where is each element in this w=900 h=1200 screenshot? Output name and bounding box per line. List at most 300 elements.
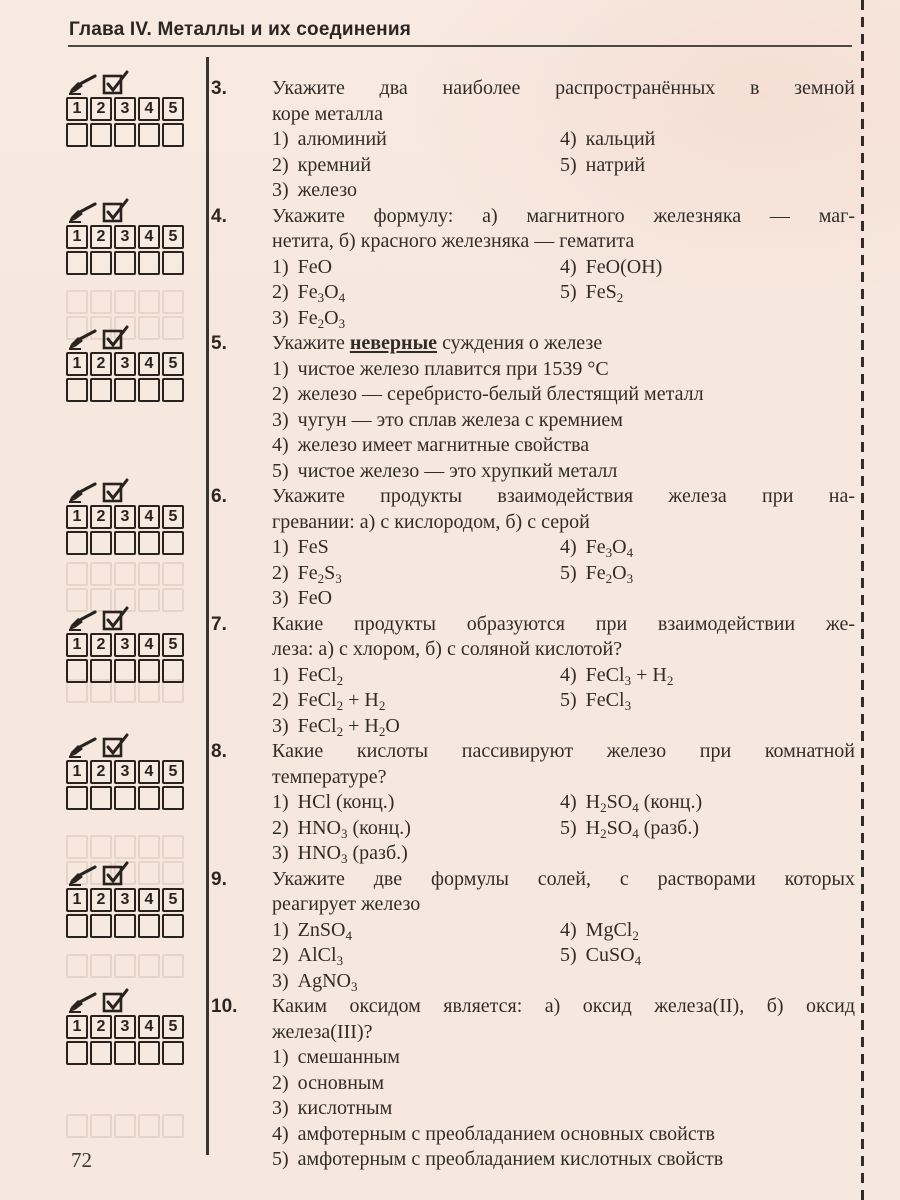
answer-blank-cell[interactable] [90, 378, 112, 402]
answer-choice-cell[interactable]: 2 [90, 888, 112, 912]
question-text-line: гревании: а) с кислородом, б) с серой [272, 510, 590, 533]
option-number: 3) [272, 306, 289, 329]
option-number: 5) [272, 1148, 289, 1170]
option-number: 4) [560, 536, 577, 558]
question-body [272, 612, 855, 740]
answer-choice-cell[interactable]: 1 [66, 225, 88, 249]
options-row [272, 561, 855, 587]
question-text-line: Какие продукты образуются при взаимодействии же- [272, 612, 855, 635]
chapter-title: Глава IV. Металлы и их соединения [69, 19, 412, 40]
answer-option [272, 918, 560, 944]
answer-choice-cell[interactable]: 5 [162, 505, 184, 529]
answer-blank-cell[interactable] [138, 1041, 160, 1065]
answer-option [272, 153, 560, 179]
options-row [272, 1122, 855, 1148]
checkbox-checked-icon[interactable] [102, 988, 129, 1013]
question-text [272, 331, 855, 357]
answer-blank-cell[interactable] [66, 659, 88, 683]
question-block [0, 994, 860, 1173]
question-text-line: температуре? [272, 765, 387, 788]
option-label: смешанным [297, 1046, 400, 1068]
options-row [272, 127, 855, 153]
options-row [272, 969, 855, 995]
option-number: 4) [560, 791, 577, 813]
option-number: 4) [560, 255, 577, 278]
option-number: 5) [560, 153, 577, 176]
option-label: чистое железо — это хрупкий металл [297, 459, 618, 482]
question-options [272, 127, 855, 204]
answer-widget-header [67, 861, 192, 886]
question-body [272, 76, 855, 204]
answer-blank-cell[interactable] [162, 1041, 184, 1065]
pencil-icon [67, 737, 98, 758]
option-number: 1) [272, 1046, 289, 1068]
answer-choice-cell[interactable]: 2 [90, 97, 112, 121]
checkbox-checked-icon[interactable] [102, 733, 129, 758]
answer-blank-cell[interactable] [90, 251, 112, 275]
option-label: FeO [297, 255, 333, 278]
option-label: кислотным [297, 1097, 393, 1119]
answer-option [272, 714, 560, 740]
question-block [0, 204, 860, 332]
answer-grid-widget [66, 861, 192, 938]
answer-widget-header [67, 733, 192, 758]
option-number: 4) [560, 918, 577, 941]
answer-blank-row [66, 659, 192, 683]
question-text [272, 484, 855, 535]
question-text-line: Каким оксидом является: а) оксид железа(II), б) оксид [272, 995, 855, 1017]
answer-number-row [66, 1015, 192, 1039]
answer-blank-cell[interactable] [90, 531, 112, 555]
option-number: 4) [272, 1122, 289, 1145]
answer-blank-cell[interactable] [90, 1041, 112, 1065]
option-label: AgNO$_3$ [297, 969, 358, 994]
answer-blank-row [66, 531, 192, 555]
option-number: 2) [272, 816, 289, 839]
answer-choice-cell[interactable]: 3 [114, 760, 136, 784]
checkbox-checked-icon[interactable] [102, 198, 129, 223]
answer-blank-cell[interactable] [138, 786, 160, 810]
answer-choice-cell[interactable]: 1 [66, 352, 88, 376]
answer-choice-cell[interactable]: 4 [138, 1015, 160, 1039]
answer-choice-cell[interactable]: 4 [138, 352, 160, 376]
question-text [272, 739, 855, 790]
options-row [272, 408, 855, 434]
options-row [272, 459, 855, 485]
answer-option [272, 1071, 384, 1097]
answer-choice-cell[interactable]: 4 [138, 225, 160, 249]
answer-blank-cell[interactable] [66, 1041, 88, 1065]
option-label: FeO [297, 587, 333, 609]
answer-choice-cell[interactable]: 5 [162, 97, 184, 121]
options-row [272, 382, 855, 408]
options-row [272, 535, 855, 561]
option-number: 1) [272, 357, 289, 380]
option-label: кремний [297, 153, 372, 176]
answer-choice-cell[interactable]: 5 [162, 225, 184, 249]
answer-choice-cell[interactable]: 5 [162, 1015, 184, 1039]
option-number: 2) [272, 1071, 289, 1094]
answer-choice-cell[interactable]: 4 [138, 888, 160, 912]
option-number: 3) [272, 408, 289, 431]
answer-number-row [66, 97, 192, 121]
answer-grid-widget [66, 988, 192, 1065]
answer-blank-cell[interactable] [90, 786, 112, 810]
option-label: $Fe_2S_3$ [297, 561, 342, 586]
answer-widget-header [67, 478, 192, 503]
question-text-line: Укажите две формулы солей, с растворами которых [272, 867, 855, 890]
options-row [272, 1096, 855, 1122]
question-text-line: Какие кислоты пассивируют железо при комнатной [272, 740, 855, 762]
options-row [272, 1147, 855, 1173]
answer-blank-cell[interactable] [66, 378, 88, 402]
option-label: FeO(OH) [585, 255, 663, 278]
answer-choice-cell[interactable]: 3 [114, 225, 136, 249]
answer-option [272, 561, 560, 587]
answer-blank-cell[interactable] [138, 251, 160, 275]
option-number: 3) [272, 842, 289, 864]
question-block [0, 484, 860, 612]
checkbox-checked-icon[interactable] [102, 70, 129, 95]
option-label: $Fe_2O_3$ [585, 561, 634, 586]
answer-number-row [66, 888, 192, 912]
option-number: 5) [560, 816, 577, 839]
question-block [0, 612, 860, 740]
answer-choice-cell[interactable]: 1 [66, 760, 88, 784]
answer-option [560, 153, 645, 179]
pencil-icon [67, 329, 98, 350]
question-text-line: нетита, б) красного железняка — гематита [272, 230, 635, 252]
answer-option [272, 1122, 715, 1148]
option-label: ZnSO$_4$ [297, 918, 352, 943]
options-row [272, 255, 855, 281]
answer-blank-cell[interactable] [138, 914, 160, 938]
option-label: $Fe_2O_3$ [297, 306, 346, 331]
question-text [272, 76, 855, 127]
answer-blank-cell[interactable] [162, 786, 184, 810]
answer-blank-cell[interactable] [138, 531, 160, 555]
question-body [272, 484, 855, 612]
option-label: $H_2SO_4$ (конц.) [585, 791, 703, 815]
question-number: 7. [211, 613, 227, 635]
answer-widget-header [67, 606, 192, 631]
options-row [272, 153, 855, 179]
answer-blank-cell[interactable] [138, 659, 160, 683]
question-text-line: коре металла [272, 102, 383, 125]
pencil-icon [67, 610, 98, 631]
answer-blank-row [66, 378, 192, 402]
pencil-icon [67, 74, 98, 95]
option-label: FeCl$_2$ + $H_2O$ [297, 714, 400, 739]
option-label: MgCl$_2$ [585, 918, 639, 943]
answer-grid-widget [66, 478, 192, 555]
option-number: 1) [272, 536, 289, 558]
answer-grid-widget [66, 733, 192, 810]
answer-choice-cell[interactable]: 3 [114, 633, 136, 657]
answer-blank-cell[interactable] [90, 123, 112, 147]
answer-blank-cell[interactable] [162, 659, 184, 683]
question-block [0, 867, 860, 995]
answer-option [560, 255, 662, 281]
option-number: 1) [272, 663, 289, 686]
answer-blank-cell[interactable] [66, 531, 88, 555]
option-label: железо [297, 179, 357, 201]
answer-option [560, 280, 623, 306]
answer-choice-cell[interactable]: 2 [90, 225, 112, 249]
option-number: 2) [272, 153, 289, 176]
pencil-icon [67, 202, 98, 223]
answer-blank-cell[interactable] [114, 1041, 136, 1065]
options-row [272, 306, 855, 332]
answer-choice-cell[interactable]: 1 [66, 888, 88, 912]
question-number: 9. [211, 868, 227, 890]
option-label: FeCl$_2$ [297, 663, 344, 688]
perforation-dashed-line [861, 0, 864, 1200]
answer-blank-cell[interactable] [162, 914, 184, 938]
option-number: 2) [272, 561, 289, 584]
answer-option [272, 306, 560, 332]
answer-choice-cell[interactable]: 5 [162, 760, 184, 784]
answer-blank-cell[interactable] [138, 378, 160, 402]
question-options [272, 1045, 855, 1173]
question-number: 4. [211, 205, 227, 227]
answer-blank-cell[interactable] [114, 531, 136, 555]
option-number: 5) [560, 689, 577, 711]
answer-blank-cell[interactable] [114, 659, 136, 683]
option-number: 5) [560, 944, 577, 966]
answer-option [272, 178, 560, 204]
option-label: кальций [585, 128, 656, 150]
option-label: алюминий [297, 128, 387, 150]
options-row [272, 433, 855, 459]
answer-choice-cell[interactable]: 5 [162, 352, 184, 376]
answer-option [272, 1096, 392, 1122]
option-label: чистое железо плавится при 1539 °C [297, 357, 609, 380]
answer-option [272, 127, 560, 153]
answer-blank-cell[interactable] [114, 123, 136, 147]
answer-option [272, 663, 560, 689]
answer-number-row [66, 760, 192, 784]
option-number: 3) [272, 714, 289, 737]
option-label: железо имеет магнитные свойства [297, 434, 590, 456]
answer-choice-cell[interactable]: 3 [114, 505, 136, 529]
option-label: $HNO_3$ (разб.) [297, 842, 408, 866]
answer-blank-row [66, 786, 192, 810]
answer-choice-cell[interactable]: 1 [66, 505, 88, 529]
answer-choice-cell[interactable]: 3 [114, 888, 136, 912]
question-block [0, 76, 860, 204]
option-label: железо — серебристо-белый блестящий металл [297, 383, 704, 405]
pencil-icon [67, 865, 98, 886]
answer-option [272, 433, 589, 459]
answer-option [560, 561, 633, 587]
answer-option [272, 408, 623, 434]
answer-grid-widget [66, 198, 192, 275]
option-label: AlCl$_3$ [297, 944, 344, 968]
answer-blank-cell[interactable] [66, 123, 88, 147]
answer-blank-cell[interactable] [90, 659, 112, 683]
answer-number-row [66, 225, 192, 249]
question-options [272, 790, 855, 867]
option-number: 2) [272, 944, 289, 966]
question-body [272, 204, 855, 332]
page-number: 72 [71, 1148, 92, 1172]
answer-choice-cell[interactable]: 4 [138, 633, 160, 657]
option-number: 2) [272, 281, 289, 303]
options-row [272, 280, 855, 306]
answer-grid-widget [66, 606, 192, 683]
option-number: 1) [272, 255, 289, 278]
option-label: чугун — это сплав железа с кремнием [297, 408, 623, 431]
answer-blank-cell[interactable] [114, 378, 136, 402]
answer-blank-cell[interactable] [66, 251, 88, 275]
answer-choice-cell[interactable]: 4 [138, 505, 160, 529]
answer-choice-cell[interactable]: 2 [90, 505, 112, 529]
answer-choice-cell[interactable]: 1 [66, 633, 88, 657]
option-label: FeCl$_2$ + $H_2$ [297, 689, 386, 713]
options-row [272, 1045, 855, 1071]
answer-option [560, 663, 673, 689]
answer-blank-cell[interactable] [66, 914, 88, 938]
answer-choice-cell[interactable]: 5 [162, 633, 184, 657]
answer-blank-row [66, 1041, 192, 1065]
options-row [272, 1071, 855, 1097]
answer-choice-cell[interactable]: 1 [66, 97, 88, 121]
answer-option [272, 357, 609, 383]
answer-blank-row [66, 251, 192, 275]
options-row [272, 918, 855, 944]
question-options [272, 918, 855, 995]
question-text-line: реагирует железо [272, 893, 421, 915]
option-number: 4) [272, 434, 289, 456]
question-body [272, 867, 855, 995]
options-row [272, 841, 855, 867]
option-number: 1) [272, 128, 289, 150]
answer-choice-cell[interactable]: 1 [66, 1015, 88, 1039]
answer-choice-cell[interactable]: 3 [114, 352, 136, 376]
question-text-line: Укажите формулу: а) магнитного железняка — маг- [272, 204, 855, 227]
checkbox-checked-icon[interactable] [102, 861, 129, 886]
option-label: $Fe_3O_4$ [585, 536, 634, 560]
answer-choice-cell[interactable]: 3 [114, 1015, 136, 1039]
answer-blank-cell[interactable] [162, 531, 184, 555]
answer-blank-cell[interactable] [114, 786, 136, 810]
option-label: FeCl$_3$ [585, 689, 632, 713]
option-label: FeS [297, 536, 329, 558]
answer-choice-cell[interactable]: 5 [162, 888, 184, 912]
option-number: 3) [272, 969, 289, 992]
answer-blank-cell[interactable] [162, 251, 184, 275]
answer-blank-cell[interactable] [114, 251, 136, 275]
answer-option [272, 816, 560, 842]
header-rule [68, 45, 852, 47]
answer-option [272, 688, 560, 714]
checkbox-checked-icon[interactable] [102, 606, 129, 631]
answer-option [560, 535, 633, 561]
question-text-line: леза: а) с хлором, б) с соляной кислотой? [272, 638, 623, 660]
option-label: FeS$_2$ [585, 281, 624, 305]
answer-choice-cell[interactable]: 2 [90, 760, 112, 784]
option-number: 5) [560, 561, 577, 584]
options-row [272, 663, 855, 689]
option-label: амфотерным с преобладанием основных свойств [297, 1122, 715, 1145]
question-block [0, 331, 860, 484]
question-text-line: Укажите неверные суждения о железе [272, 332, 603, 354]
answer-option [560, 790, 702, 816]
question-body [272, 331, 855, 484]
answer-grid-widget [66, 70, 192, 147]
question-options [272, 255, 855, 332]
answer-option [272, 841, 560, 867]
answer-choice-cell[interactable]: 3 [114, 97, 136, 121]
answer-widget-header [67, 325, 192, 350]
checkbox-checked-icon[interactable] [102, 478, 129, 503]
answer-blank-cell[interactable] [162, 123, 184, 147]
answer-choice-cell[interactable]: 4 [138, 97, 160, 121]
answer-number-row [66, 633, 192, 657]
answer-blank-cell[interactable] [162, 378, 184, 402]
option-label: $Fe_3O_4$ [297, 281, 346, 305]
answer-choice-cell[interactable]: 2 [90, 1015, 112, 1039]
answer-blank-cell[interactable] [138, 123, 160, 147]
pencil-icon [67, 992, 98, 1013]
answer-widget-header [67, 988, 192, 1013]
question-text [272, 612, 855, 663]
question-text-line: Укажите два наиболее распространённых в земной [272, 77, 855, 99]
answer-option [272, 255, 560, 281]
question-number: 10. [211, 996, 238, 1017]
option-label: $HNO_3$ (конц.) [297, 816, 411, 841]
answer-option [560, 127, 655, 153]
answer-option [560, 688, 631, 714]
answer-blank-cell[interactable] [66, 786, 88, 810]
question-options [272, 663, 855, 740]
answer-blank-cell[interactable] [114, 914, 136, 938]
answer-choice-cell[interactable]: 2 [90, 633, 112, 657]
option-label: CuSO$_4$ [585, 944, 642, 968]
question-options [272, 535, 855, 612]
question-text [272, 994, 855, 1045]
answer-widget-header [67, 198, 192, 223]
options-row [272, 586, 855, 612]
answer-choice-cell[interactable]: 2 [90, 352, 112, 376]
answer-widget-header [67, 70, 192, 95]
option-label: $H_2SO_4$ (разб.) [585, 816, 699, 841]
answer-option [272, 382, 704, 408]
question-text [272, 867, 855, 918]
options-row [272, 790, 855, 816]
option-number: 4) [560, 128, 577, 150]
option-number: 5) [272, 459, 289, 482]
answer-option [272, 969, 560, 995]
answer-blank-cell[interactable] [90, 914, 112, 938]
question-text-line: железа(III)? [272, 1020, 373, 1043]
option-label: FeCl$_3$ + $H_2$ [585, 663, 674, 688]
questions-list [0, 76, 860, 1173]
options-row [272, 178, 855, 204]
question-number: 8. [211, 741, 227, 762]
option-number: 2) [272, 689, 289, 711]
answer-blank-row [66, 123, 192, 147]
options-row [272, 943, 855, 969]
checkbox-checked-icon[interactable] [102, 325, 129, 350]
answer-option [272, 1147, 723, 1173]
options-row [272, 688, 855, 714]
option-label: натрий [585, 153, 646, 176]
answer-choice-cell[interactable]: 4 [138, 760, 160, 784]
answer-grid-widget [66, 325, 192, 402]
pencil-icon [67, 482, 98, 503]
